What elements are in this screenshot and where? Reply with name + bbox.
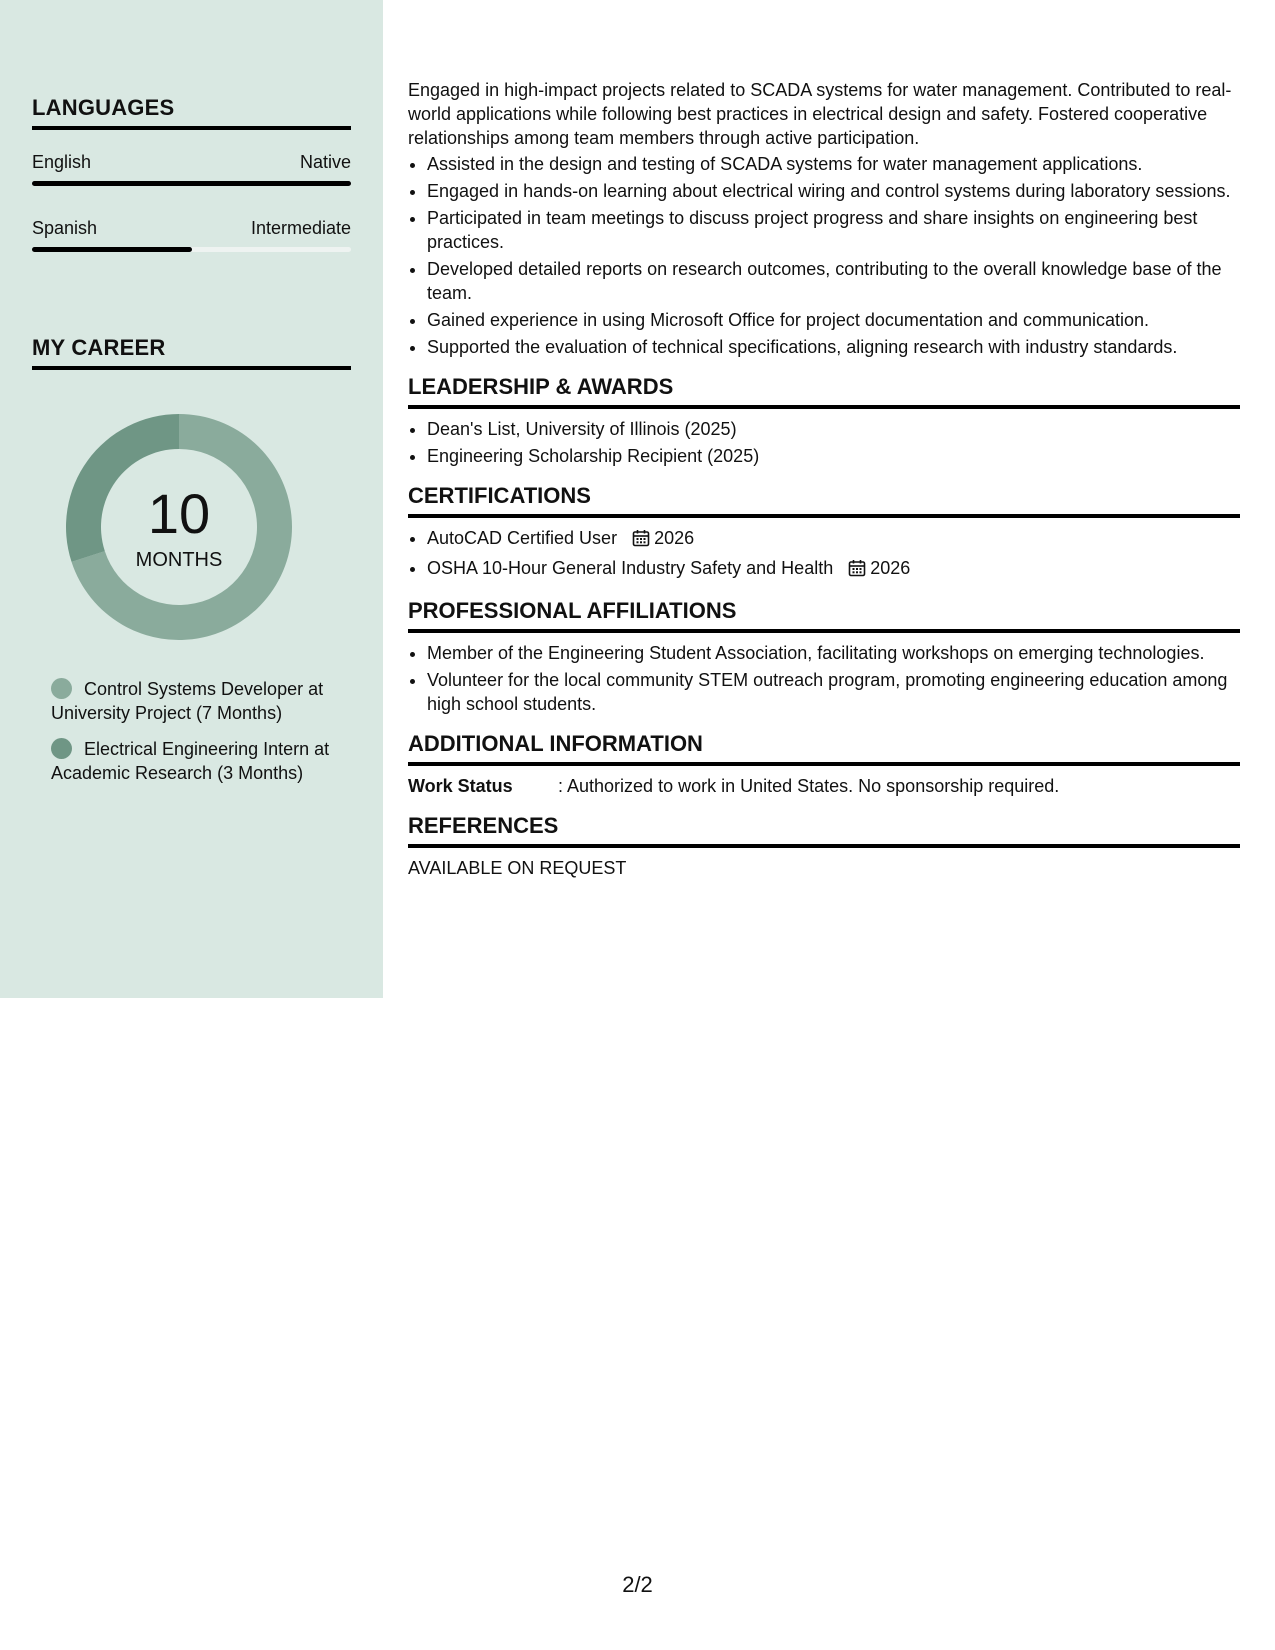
list-item: • Participated in team meetings to discuss project progress and share insights on engineering best practices. [427, 206, 1240, 254]
certifications-heading: CERTIFICATIONS [408, 484, 1240, 518]
calendar-icon [632, 529, 650, 553]
career-section [32, 335, 351, 370]
list-item: • Member of the Engineering Student Association, facilitating workshops on emerging technologies. [427, 641, 1240, 665]
certifications-list [408, 526, 1240, 583]
experience-summary: Engaged in high-impact projects related to SCADA systems for water management. Contributed to real-world applications while following best practices in electrical design and safety. Fostered cooperative relationships among team members through active participation. [408, 80, 1232, 148]
list-item [427, 526, 1240, 553]
work-status-label: Work Status [408, 776, 513, 796]
legend-item [51, 737, 331, 785]
career-heading: MY CAREER [32, 335, 351, 370]
references-heading: REFERENCES [408, 814, 1240, 848]
legend-label: Electrical Engineering Intern at Academic Research (3 Months) [51, 739, 330, 783]
list-item: • Supported the evaluation of technical specifications, aligning research with industry standards. [427, 335, 1240, 359]
language-level: Native [299, 152, 351, 172]
legend-label: Control Systems Developer at University Project (7 Months) [51, 679, 324, 723]
legend-dot-icon [51, 738, 72, 759]
certification-year: 2026 [870, 558, 911, 578]
language-bar-fill [32, 181, 351, 186]
sidebar [0, 0, 383, 998]
leadership-heading: LEADERSHIP & AWARDS [408, 375, 1240, 409]
career-total-unit: MONTHS [135, 549, 223, 571]
language-bar [32, 247, 351, 252]
language-bar [32, 181, 351, 186]
work-status-value: : Authorized to work in United States. No sponsorship required. [558, 776, 1060, 796]
main-content [408, 78, 1240, 880]
language-row-english [32, 152, 351, 173]
language-bar-fill [32, 247, 192, 252]
work-status-row [408, 774, 1240, 798]
list-item: • Engaged in hands-on learning about electrical wiring and control systems during laboratory sessions. [427, 179, 1240, 203]
language-row-spanish [32, 218, 351, 239]
additional-info-heading: ADDITIONAL INFORMATION [408, 732, 1240, 766]
list-item: • Volunteer for the local community STEM outreach program, promoting engineering education among high school students. [427, 668, 1240, 716]
list-item: • Developed detailed reports on research outcomes, contributing to the overall knowledge base of the team. [427, 257, 1240, 305]
languages-heading: LANGUAGES [32, 95, 351, 130]
page-number: 2/2 [622, 1572, 653, 1597]
experience-bullets [408, 152, 1240, 359]
calendar-icon [848, 559, 866, 583]
career-total-number: 10 [147, 482, 211, 545]
certification-name: OSHA 10-Hour General Industry Safety and Health [427, 558, 834, 578]
list-item [427, 556, 1240, 583]
legend-dot-icon [51, 678, 72, 699]
certification-year: 2026 [654, 528, 695, 548]
affiliations-list [408, 641, 1240, 716]
career-donut-chart [66, 414, 292, 640]
list-item: • Engineering Scholarship Recipient (2025) [427, 444, 1240, 468]
language-name: English [32, 152, 92, 172]
list-item: • Gained experience in using Microsoft Office for project documentation and communication. [427, 308, 1240, 332]
list-item: • Assisted in the design and testing of SCADA systems for water management applications. [427, 152, 1240, 176]
references-text: AVAILABLE ON REQUEST [408, 858, 627, 878]
language-level: Intermediate [250, 218, 351, 238]
leadership-list [408, 417, 1240, 468]
list-item: • Dean's List, University of Illinois (2025) [427, 417, 1240, 441]
languages-section [32, 95, 351, 252]
certification-name: AutoCAD Certified User [427, 528, 618, 548]
affiliations-heading: PROFESSIONAL AFFILIATIONS [408, 599, 1240, 633]
language-name: Spanish [32, 218, 98, 238]
career-legend [51, 677, 331, 797]
legend-item [51, 677, 331, 725]
